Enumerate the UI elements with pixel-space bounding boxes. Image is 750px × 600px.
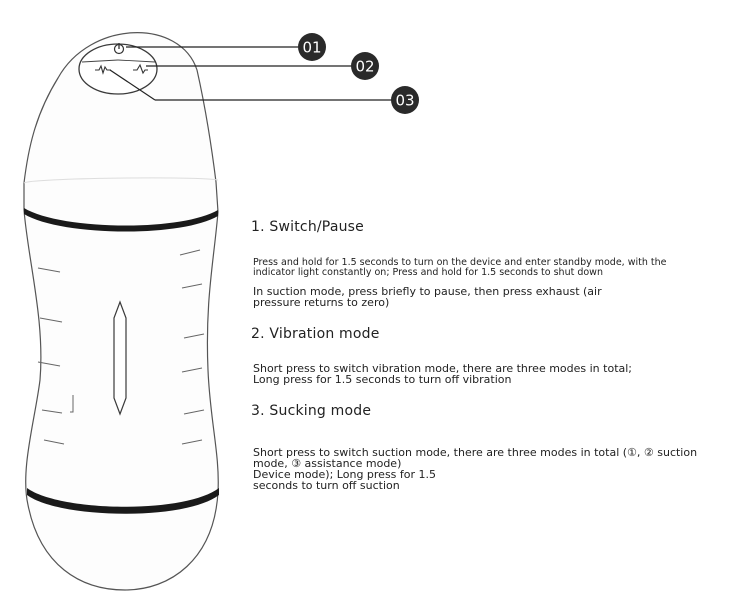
sucking-mode-heading: 3. Sucking mode bbox=[251, 403, 372, 419]
switch-note-line: pressure returns to zero) bbox=[253, 296, 390, 309]
control-panel bbox=[79, 44, 157, 94]
sucking-line: Short press to switch suction mode, there are three modes in total (①, ② suction bbox=[253, 446, 698, 459]
switch-line: Press and hold for 1.5 seconds to turn on the device and enter standby mode, with the bbox=[253, 257, 667, 268]
callout-01 bbox=[298, 33, 326, 61]
vibration-mode-description bbox=[253, 363, 632, 385]
switch-line: indicator light constantly on; Press and hold for 1.5 seconds to shut down bbox=[253, 267, 603, 278]
sucking-line: seconds to turn off suction bbox=[253, 479, 400, 492]
callout-01-label: 01 bbox=[302, 38, 322, 57]
vibration-line: Long press for 1.5 seconds to turn off vibration bbox=[253, 373, 512, 386]
vibration-mode-heading: 2. Vibration mode bbox=[251, 326, 380, 342]
sucking-mode-description bbox=[253, 447, 697, 491]
switch-pause-description bbox=[253, 258, 667, 278]
sucking-line: Device mode); Long press for 1.5 bbox=[253, 468, 437, 481]
sucking-line: mode, ③ assistance mode) bbox=[253, 457, 402, 470]
vibration-line: Short press to switch vibration mode, there are three modes in total; bbox=[253, 362, 633, 375]
callout-02-label: 02 bbox=[355, 57, 375, 76]
center-slot bbox=[114, 302, 126, 414]
callout-03-label: 03 bbox=[395, 91, 415, 110]
callout-02 bbox=[351, 52, 379, 80]
switch-pause-heading: 1. Switch/Pause bbox=[251, 219, 364, 235]
switch-pause-suction-note bbox=[253, 286, 602, 308]
callout-03 bbox=[391, 86, 419, 114]
switch-note-line: In suction mode, press briefly to pause, then press exhaust (air bbox=[253, 285, 602, 298]
